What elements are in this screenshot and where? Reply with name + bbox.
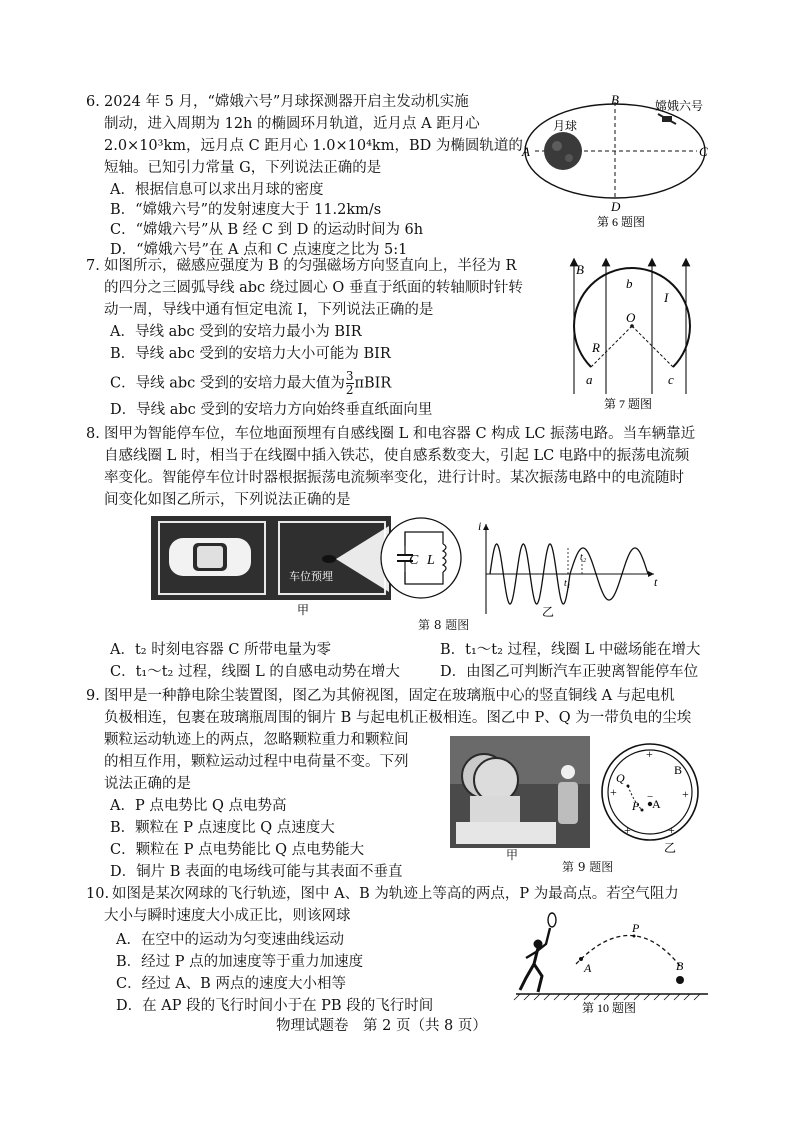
q9-line-1: 图甲是一种静电除尘装置图，图乙为其俯视图，固定在玻璃瓶中心的竖直铜线 A 与起电机	[104, 688, 675, 704]
q10-number: 10.	[86, 886, 110, 902]
plus-left: +	[610, 785, 617, 799]
probe-label: 嫦娥六号	[655, 99, 704, 113]
parking-figure	[151, 516, 463, 616]
moon-label: 月球	[553, 119, 578, 133]
plus-bottom-left: +	[624, 823, 631, 837]
q6-line-2: 制动，进入周期为 12h 的椭圆环月轨道，近月点 A 距月心	[104, 116, 480, 132]
q9-number: 9.	[86, 688, 100, 704]
point-c-label: C	[699, 144, 708, 159]
i-axis-label: i	[478, 520, 482, 533]
q9-caption: 第 9 题图	[562, 860, 614, 874]
q10-option-b: B．经过 P 点的加速度等于重力加速度	[116, 954, 364, 970]
point-a-label: A	[522, 144, 530, 159]
wire-a-label: A	[652, 797, 661, 811]
fraction-numerator: 3	[345, 369, 354, 383]
yi-label: 乙	[542, 605, 555, 618]
ground-hatch	[514, 994, 700, 1000]
minus-sign: −	[647, 791, 654, 803]
center-o-label: O	[626, 310, 636, 325]
point-p-label: P	[632, 799, 640, 813]
q10-option-d: D．在 AP 段的飞行时间小于在 PB 段的飞行时间	[116, 998, 434, 1014]
capacitor-label: C	[409, 553, 419, 568]
q6-option-d: D．“嫦娥六号”在 A 点和 C 点速度之比为 5:1	[110, 242, 408, 258]
q7-line-2: 的四分之三圆弧导线 abc 绕过圆心 O 垂直于纸面的转轴顺时针转	[104, 280, 523, 296]
point-a-dot	[579, 957, 583, 961]
q10-figure	[508, 904, 714, 1018]
table	[456, 822, 556, 844]
page-footer: 物理试题卷 第 2 页（共 8 页）	[276, 1018, 487, 1034]
point-b-label: B	[611, 92, 619, 107]
q7-figure	[562, 252, 702, 414]
q6-option-c: C．“嫦娥六号”从 B 经 C 到 D 的运动时间为 6h	[110, 222, 424, 238]
q10-line-1: 如图是某次网球的飞行轨迹，图中 A、B 为轨迹上等高的两点，P 为最高点。若空气阻力	[112, 886, 679, 902]
q7-caption: 第 7 题图	[604, 397, 653, 411]
q6-option-a: A．根据信息可以求出月球的密度	[110, 182, 324, 198]
t-axis-label: t	[654, 575, 658, 589]
plate-b-label: B	[674, 763, 683, 777]
q7-option-c-text: C．导线 abc 受到的安培力最大值为	[110, 375, 345, 392]
plus-right: +	[682, 787, 689, 801]
glass-bottle	[558, 782, 578, 824]
q7-line-1: 如图所示，磁感应强度为 B 的匀强磁场方向竖直向上，半径为 R	[104, 258, 517, 274]
point-c-label: c	[668, 372, 674, 387]
park-label: 车位预埋	[289, 571, 333, 583]
current-graph	[476, 520, 666, 618]
q9-photo	[450, 736, 590, 848]
t2-label: t₂	[580, 552, 587, 563]
q8-caption: 第 8 题图	[418, 618, 470, 632]
point-d-label: D	[611, 199, 621, 214]
q6-line-1: 2024 年 5 月，“嫦娥六号”月球探测器开启主发动机实施	[104, 94, 469, 110]
yi-label: 乙	[664, 841, 677, 854]
jia-label: 甲	[297, 603, 310, 616]
q8-line-4: 间变化如图乙所示，下列说法正确的是	[104, 492, 351, 508]
q7-option-b: B．导线 abc 受到的安培力大小可能为 BIR	[110, 346, 391, 362]
q9-option-c: C．颗粒在 P 点电势能比 Q 点电势能大	[110, 842, 365, 858]
q6-caption: 第 6 题图	[597, 215, 646, 229]
q7-option-c-tail: πBIR	[354, 375, 392, 392]
ball-trajectory	[576, 935, 680, 966]
point-b-label: B	[676, 959, 684, 973]
q8-line-3: 率变化。智能停车位计时器根据振荡电流频率变化，进行计时。某次振荡电路中的电流随时	[104, 470, 684, 486]
point-a-label: a	[586, 372, 593, 387]
q7-option-c	[110, 370, 391, 397]
machine-disc-2	[474, 758, 518, 802]
q9-option-d: D．铜片 B 表面的电场线可能与其表面不垂直	[110, 864, 403, 880]
machine-base	[470, 796, 520, 826]
q9-line-4: 的相互作用，颗粒运动过程中电荷量不变。下列	[104, 754, 409, 770]
point-q-label: Q	[616, 771, 625, 785]
plus-bottom-right: +	[668, 823, 675, 837]
current-i-label: I	[664, 290, 669, 305]
t1-label: t₁	[564, 578, 571, 589]
q9-top-view	[598, 736, 704, 854]
coil-sensor	[322, 555, 336, 563]
q7-option-a: A．导线 abc 受到的安培力最小为 BIR	[110, 324, 362, 340]
q6-option-b: B．“嫦娥六号”的发射速度大于 11.2km/s	[110, 202, 382, 218]
ball-icon	[676, 976, 684, 984]
field-b-label: B	[576, 262, 584, 277]
q9-option-a: A．P 点电势比 Q 点电势高	[110, 798, 287, 814]
q8-line-1: 图甲为智能停车位，车位地面预埋有自感线圈 L 和电容器 C 构成 LC 振荡电路。当车辆靠近	[104, 426, 696, 442]
q9-line-2: 负极相连，包裹在玻璃瓶周围的铜片 B 与起电机正极相连。图乙中 P、Q 为一带负电的尘埃	[104, 710, 692, 726]
q7-option-d: D．导线 abc 受到的安培力方向始终垂直纸面向里	[110, 402, 433, 418]
q6-line-4: 短轴。已知引力常量 G，下列说法正确的是	[104, 160, 382, 176]
q10-caption: 第 10 题图	[582, 1001, 637, 1015]
q6-line-3: 2.0×10³km，远月点 C 距月心 1.0×10⁴km，BD 为椭圆轨道的	[104, 138, 523, 154]
q6-figure	[515, 92, 715, 234]
q10-option-c: C．经过 A、B 两点的速度大小相等	[116, 976, 346, 992]
q10-option-a: A．在空中的运动为匀变速曲线运动	[116, 932, 344, 948]
q6-number: 6.	[86, 94, 100, 110]
point-p-label: P	[632, 921, 640, 935]
moon-body	[544, 132, 582, 170]
q8-option-d: D．由图乙可判断汽车正驶离智能停车位	[440, 664, 699, 680]
point-a-label: A	[584, 961, 592, 975]
q9-option-b: B．颗粒在 P 点速度比 Q 点速度大	[110, 820, 335, 836]
q8-number: 8.	[86, 426, 100, 442]
q9-line-5: 说法正确的是	[104, 776, 191, 792]
q8-option-b: B．t₁～t₂ 过程，线圈 L 中磁场能在增大	[440, 642, 701, 658]
inductor-label: L	[427, 553, 435, 568]
radius-r-label: R	[592, 340, 600, 355]
q10-line-2: 大小与瞬时速度大小成正比，则该网球	[104, 908, 351, 924]
fraction-denominator: 2	[345, 383, 354, 397]
player-icon	[520, 913, 556, 992]
q8-option-c: C．t₁～t₂ 过程，线圈 L 的自感电动势在增大	[110, 664, 400, 680]
q9-line-3: 颗粒运动轨迹上的两点，忽略颗粒重力和颗粒间	[104, 732, 409, 748]
plus-top: +	[646, 747, 653, 761]
q9-jia-label: 甲	[506, 848, 519, 862]
q8-line-2: 自感线圈 L 时，相当于在线圈中插入铁芯，使自感系数变大，引起 LC 电路中的振荡电流频	[104, 448, 690, 464]
q7-line-3: 动一周，导线中通有恒定电流 I，下列说法正确的是	[104, 302, 434, 318]
q7-number: 7.	[86, 258, 100, 274]
q8-option-a: A．t₂ 时刻电容器 C 所带电量为零	[110, 642, 332, 658]
point-b-label: b	[626, 276, 633, 291]
car-icon	[169, 538, 251, 576]
